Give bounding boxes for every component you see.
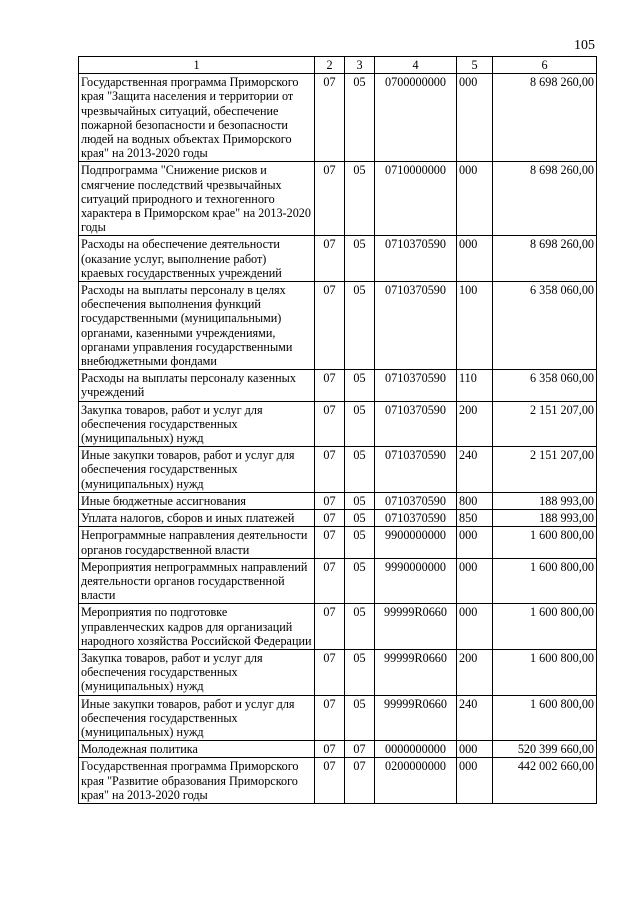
row-section-cell: 07 — [315, 527, 345, 558]
row-amount-cell: 8 698 260,00 — [493, 74, 597, 162]
row-name-cell: Расходы на выплаты персоналу казенных учреждений — [79, 370, 315, 401]
row-expense-type-cell: 000 — [457, 741, 493, 758]
header-cell: 3 — [345, 57, 375, 74]
header-cell: 4 — [375, 57, 457, 74]
row-expense-type-cell: 000 — [457, 558, 493, 604]
row-target-code-cell: 0710370590 — [375, 282, 457, 370]
table-row — [79, 492, 597, 509]
row-target-code-cell: 9900000000 — [375, 527, 457, 558]
row-section-cell: 07 — [315, 447, 345, 493]
header-cell: 1 — [79, 57, 315, 74]
row-amount-cell: 1 600 800,00 — [493, 649, 597, 695]
row-amount-cell: 8 698 260,00 — [493, 236, 597, 282]
row-section-cell: 07 — [315, 695, 345, 741]
row-expense-type-cell: 200 — [457, 649, 493, 695]
row-subsection-cell: 05 — [345, 282, 375, 370]
table-row — [79, 510, 597, 527]
row-name-cell: Иные закупки товаров, работ и услуг для обеспечения государственных (муниципальных) нужд — [79, 447, 315, 493]
header-cell: 6 — [493, 57, 597, 74]
row-subsection-cell: 05 — [345, 649, 375, 695]
row-expense-type-cell: 800 — [457, 492, 493, 509]
row-section-cell: 07 — [315, 162, 345, 236]
table-row — [79, 758, 597, 804]
row-section-cell: 07 — [315, 282, 345, 370]
row-subsection-cell: 05 — [345, 558, 375, 604]
row-subsection-cell: 07 — [345, 741, 375, 758]
row-subsection-cell: 05 — [345, 447, 375, 493]
row-amount-cell: 6 358 060,00 — [493, 282, 597, 370]
row-subsection-cell: 07 — [345, 758, 375, 804]
row-section-cell: 07 — [315, 558, 345, 604]
row-target-code-cell: 0710370590 — [375, 492, 457, 509]
row-amount-cell: 8 698 260,00 — [493, 162, 597, 236]
row-subsection-cell: 05 — [345, 401, 375, 447]
row-expense-type-cell: 240 — [457, 447, 493, 493]
header-cell: 2 — [315, 57, 345, 74]
header-row — [79, 57, 597, 74]
table-row — [79, 695, 597, 741]
row-amount-cell: 1 600 800,00 — [493, 558, 597, 604]
row-target-code-cell: 0710370590 — [375, 447, 457, 493]
header-cell: 5 — [457, 57, 493, 74]
row-target-code-cell: 99999R0660 — [375, 649, 457, 695]
page-number: 105 — [574, 38, 595, 53]
row-expense-type-cell: 000 — [457, 758, 493, 804]
row-name-cell: Непрограммные направления деятельности органов государственной власти — [79, 527, 315, 558]
row-amount-cell: 520 399 660,00 — [493, 741, 597, 758]
table-row — [79, 649, 597, 695]
row-target-code-cell: 9990000000 — [375, 558, 457, 604]
row-amount-cell: 188 993,00 — [493, 510, 597, 527]
row-name-cell: Расходы на обеспечение деятельности (оказание услуг, выполнение работ) краевых государственных учреждений — [79, 236, 315, 282]
row-subsection-cell: 05 — [345, 74, 375, 162]
row-amount-cell: 1 600 800,00 — [493, 695, 597, 741]
row-expense-type-cell: 000 — [457, 74, 493, 162]
row-expense-type-cell: 000 — [457, 162, 493, 236]
row-subsection-cell: 05 — [345, 527, 375, 558]
row-expense-type-cell: 000 — [457, 604, 493, 650]
row-section-cell: 07 — [315, 492, 345, 509]
row-name-cell: Уплата налогов, сборов и иных платежей — [79, 510, 315, 527]
row-target-code-cell: 0000000000 — [375, 741, 457, 758]
table-row — [79, 741, 597, 758]
table-row — [79, 447, 597, 493]
row-target-code-cell: 0710000000 — [375, 162, 457, 236]
row-expense-type-cell: 000 — [457, 236, 493, 282]
row-amount-cell: 6 358 060,00 — [493, 370, 597, 401]
row-target-code-cell: 0710370590 — [375, 510, 457, 527]
row-subsection-cell: 05 — [345, 604, 375, 650]
row-name-cell: Иные закупки товаров, работ и услуг для обеспечения государственных (муниципальных) нужд — [79, 695, 315, 741]
row-expense-type-cell: 000 — [457, 527, 493, 558]
row-name-cell: Государственная программа Приморского края "Защита населения и территории от чрезвычайных ситуаций, обеспечение пожарной безопасности и безопасности людей на водных объектах Приморского края" на 2013-2020 годы — [79, 74, 315, 162]
row-expense-type-cell: 100 — [457, 282, 493, 370]
row-name-cell: Расходы на выплаты персоналу в целях обеспечения выполнения функций государственными (муниципальными) органами, казенными учреждениями, органами управления государственными внебюджетными фондами — [79, 282, 315, 370]
row-name-cell: Иные бюджетные ассигнования — [79, 492, 315, 509]
row-subsection-cell: 05 — [345, 162, 375, 236]
row-name-cell: Молодежная политика — [79, 741, 315, 758]
table-row — [79, 527, 597, 558]
row-subsection-cell: 05 — [345, 695, 375, 741]
budget-table — [78, 56, 597, 804]
row-section-cell: 07 — [315, 758, 345, 804]
row-target-code-cell: 99999R0660 — [375, 695, 457, 741]
table-row — [79, 370, 597, 401]
row-target-code-cell: 0700000000 — [375, 74, 457, 162]
row-section-cell: 07 — [315, 604, 345, 650]
row-amount-cell: 1 600 800,00 — [493, 527, 597, 558]
row-amount-cell: 188 993,00 — [493, 492, 597, 509]
row-name-cell: Закупка товаров, работ и услуг для обеспечения государственных (муниципальных) нужд — [79, 401, 315, 447]
row-name-cell: Закупка товаров, работ и услуг для обеспечения государственных (муниципальных) нужд — [79, 649, 315, 695]
row-target-code-cell: 0710370590 — [375, 370, 457, 401]
row-expense-type-cell: 240 — [457, 695, 493, 741]
row-amount-cell: 442 002 660,00 — [493, 758, 597, 804]
row-target-code-cell: 0710370590 — [375, 401, 457, 447]
table-row — [79, 558, 597, 604]
row-amount-cell: 1 600 800,00 — [493, 604, 597, 650]
table-row — [79, 74, 597, 162]
row-expense-type-cell: 200 — [457, 401, 493, 447]
table-row — [79, 282, 597, 370]
row-target-code-cell: 0200000000 — [375, 758, 457, 804]
row-expense-type-cell: 850 — [457, 510, 493, 527]
row-name-cell: Мероприятия непрограммных направлений деятельности органов государственной власти — [79, 558, 315, 604]
row-section-cell: 07 — [315, 236, 345, 282]
table-row — [79, 401, 597, 447]
row-section-cell: 07 — [315, 741, 345, 758]
row-name-cell: Подпрограмма "Снижение рисков и смягчение последствий чрезвычайных ситуаций природного и техногенного характера в Приморском крае" на 2013-2020 годы — [79, 162, 315, 236]
row-section-cell: 07 — [315, 401, 345, 447]
row-section-cell: 07 — [315, 370, 345, 401]
row-amount-cell: 2 151 207,00 — [493, 401, 597, 447]
row-subsection-cell: 05 — [345, 492, 375, 509]
row-section-cell: 07 — [315, 74, 345, 162]
row-amount-cell: 2 151 207,00 — [493, 447, 597, 493]
row-expense-type-cell: 110 — [457, 370, 493, 401]
row-section-cell: 07 — [315, 649, 345, 695]
row-subsection-cell: 05 — [345, 510, 375, 527]
row-target-code-cell: 0710370590 — [375, 236, 457, 282]
row-target-code-cell: 99999R0660 — [375, 604, 457, 650]
row-subsection-cell: 05 — [345, 370, 375, 401]
table-row — [79, 604, 597, 650]
row-subsection-cell: 05 — [345, 236, 375, 282]
row-name-cell: Мероприятия по подготовке управленческих кадров для организаций народного хозяйства Российской Федерации — [79, 604, 315, 650]
row-section-cell: 07 — [315, 510, 345, 527]
table-row — [79, 162, 597, 236]
table-row — [79, 236, 597, 282]
row-name-cell: Государственная программа Приморского края "Развитие образования Приморского края" на 2013-2020 годы — [79, 758, 315, 804]
